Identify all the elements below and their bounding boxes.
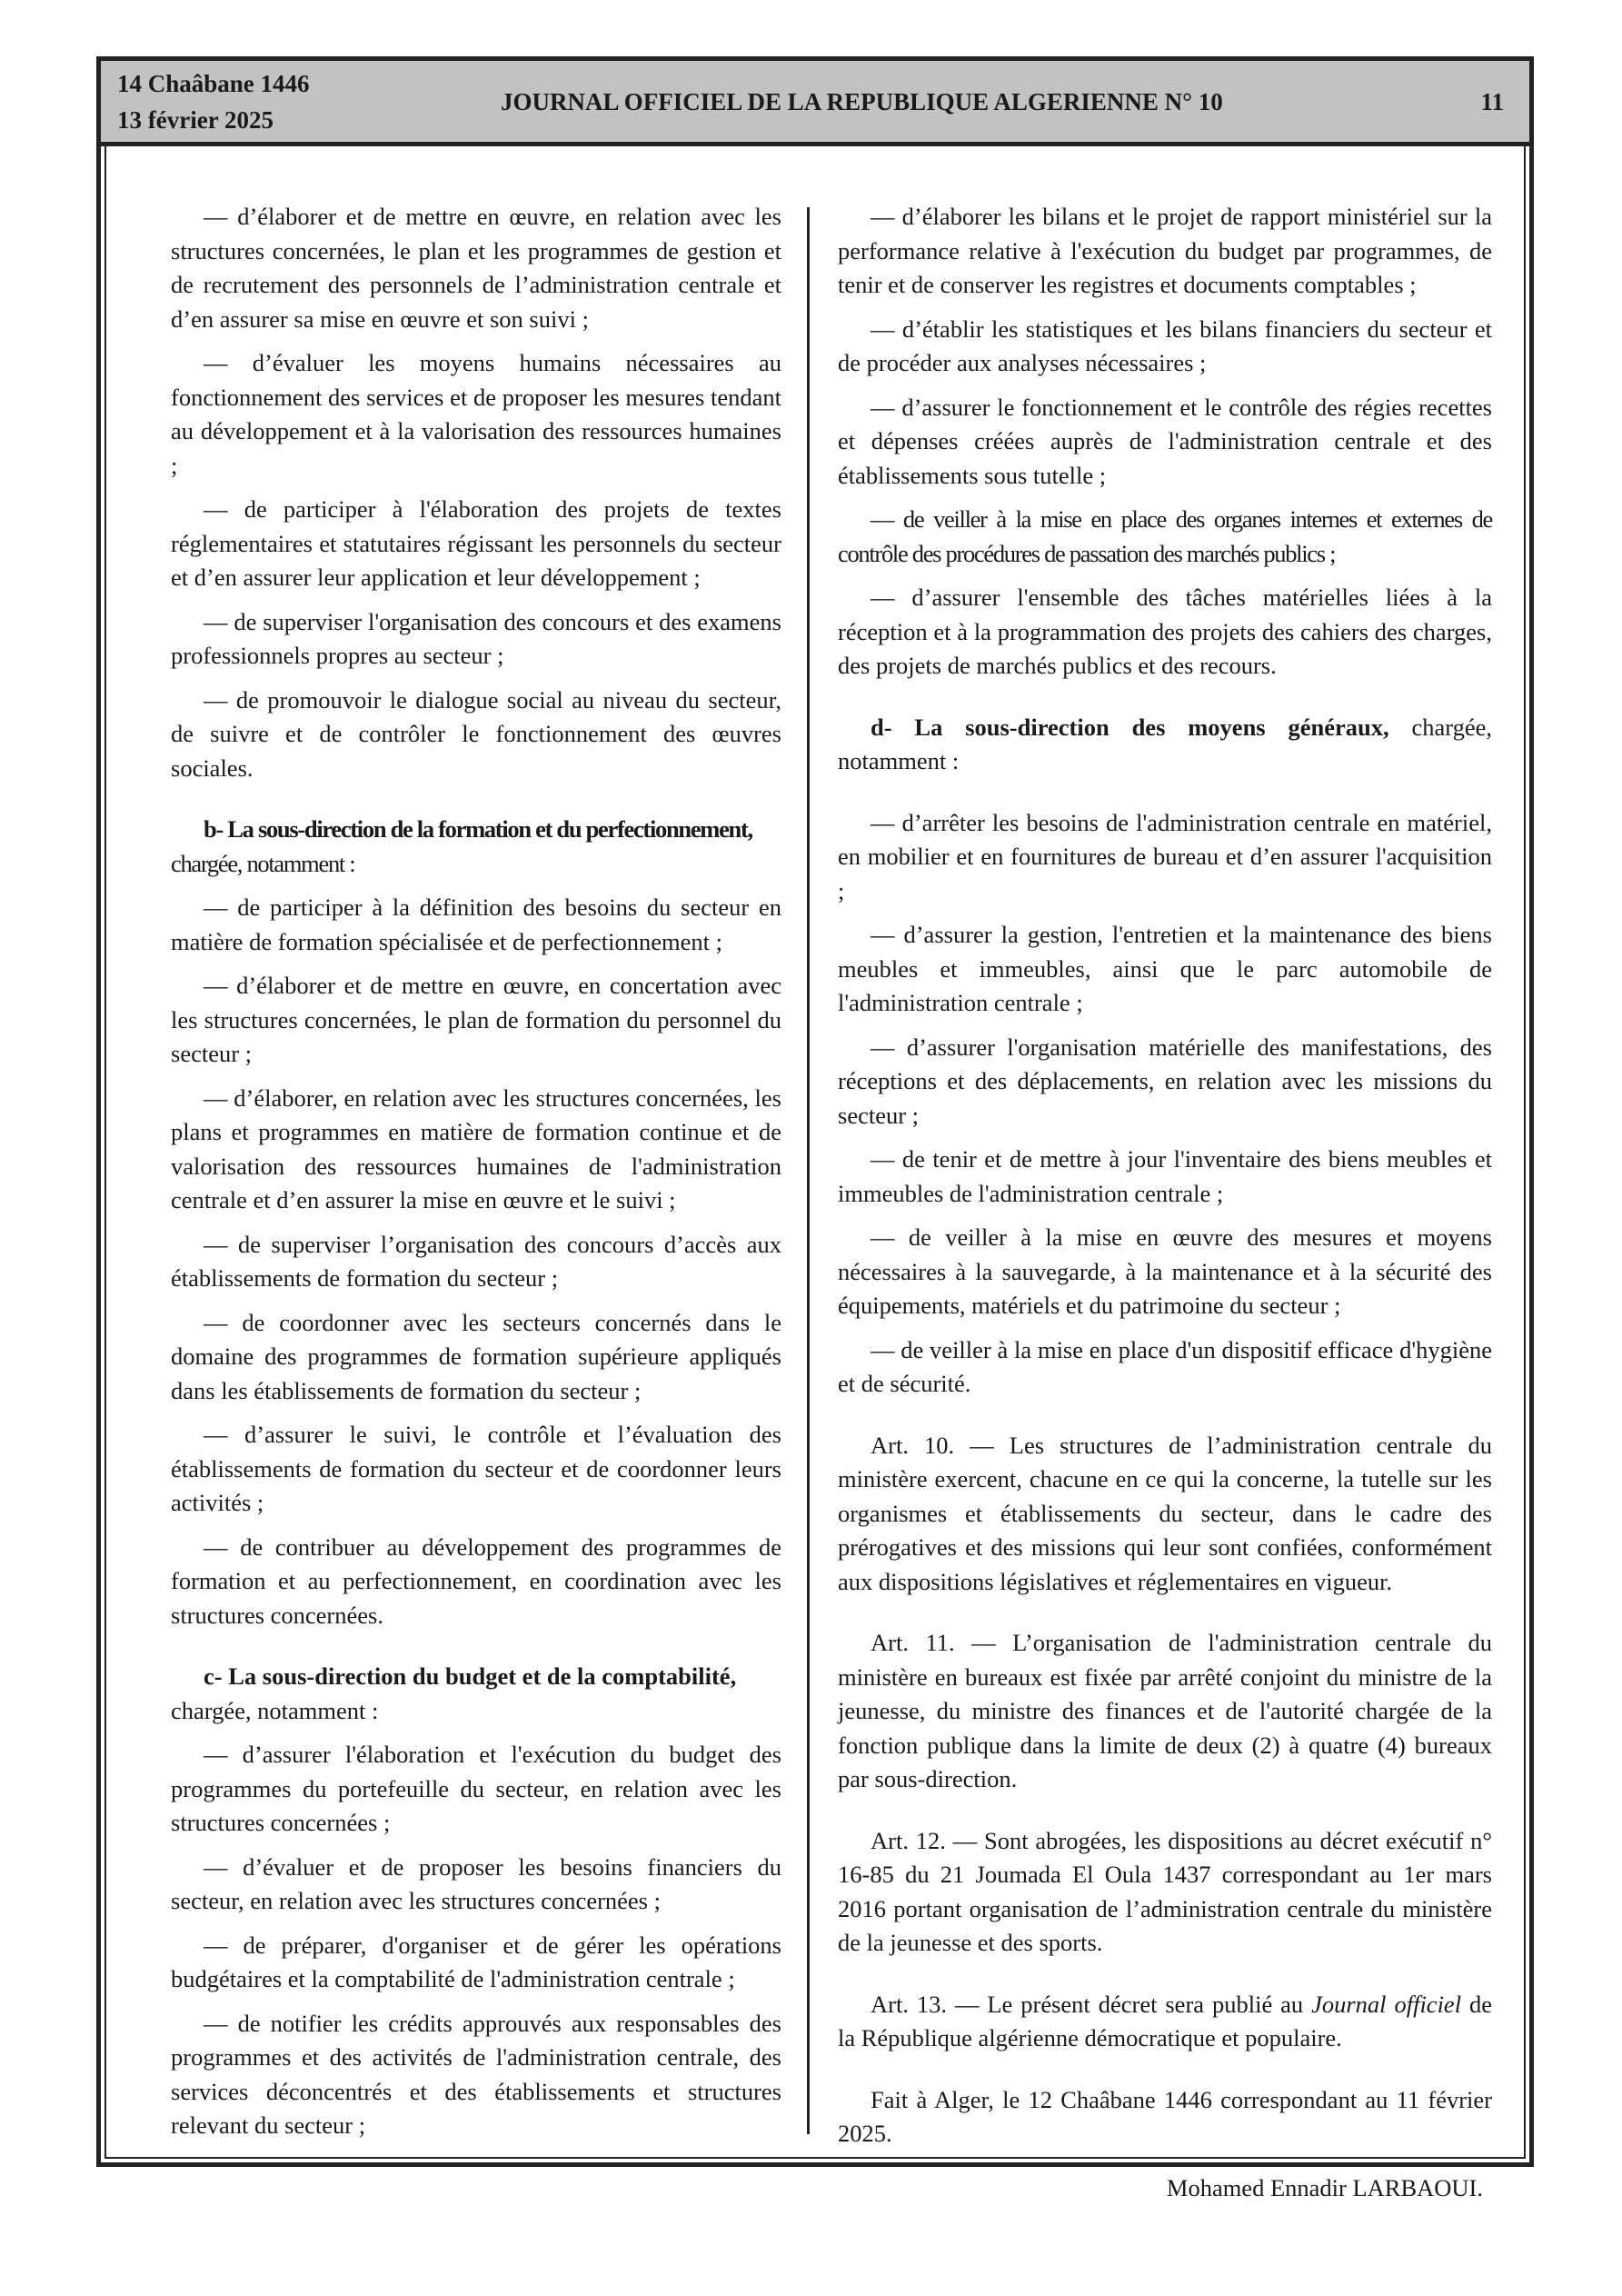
- article-12: Art. 12. — Sont abrogées, les dispositions au décret exécutif n° 16-85 du 21 Joumada El Oula 1437 correspondant au 1er mars 2016 portant organisation de l’administration centrale du ministère de la jeunesse et des sports.: [838, 1826, 1492, 1956]
- left-column: [171, 200, 781, 2153]
- paragraph: — d’élaborer, en relation avec les structures concernées, les plans et programmes en matière de formation continue et de valorisation des ressources humaines de l'administration centrale et d’en assurer la mise en œuvre et le suivi ;: [171, 1083, 781, 1213]
- paragraph: — d’établir les statistiques et les bilans financiers du secteur et de procéder aux analyses nécessaires ;: [838, 314, 1492, 376]
- article-13: [838, 1988, 1492, 2056]
- paragraph: — d’évaluer les moyens humains nécessaires au fonctionnement des services et de proposer les mesures tendant au développement et à la valorisation des ressources humaines ;: [171, 349, 781, 479]
- paragraph: — d’élaborer les bilans et le projet de rapport ministériel sur la performance relative à l'exécution du budget par programmes, de tenir et de conserver les registres et documents comptables ;: [838, 203, 1492, 298]
- paragraph: — d’arrêter les besoins de l'administration centrale en matériel, en mobilier et en fournitures de bureau et d’en assurer l'acquisition ;: [838, 808, 1492, 904]
- journal-title: JOURNAL OFFICIEL DE LA REPUBLIQUE ALGERIENNE N° 10: [501, 88, 1223, 115]
- paragraph: — d’évaluer et de proposer les besoins financiers du secteur, en relation avec les structures concernées ;: [171, 1852, 781, 1914]
- article-10: Art. 10. — Les structures de l’administration centrale du ministère exercent, chacune en ce qui la concerne, la tutelle sur les organismes et établissements du secteur, dans le cadre des prérogatives et des missions qui leur sont confiées, conformément aux dispositions législatives et réglementaires en vigueur.: [838, 1431, 1492, 1595]
- paragraph: — de veiller à la mise en place d'un dispositif efficace d'hygiène et de sécurité.: [838, 1335, 1492, 1397]
- paragraph: — d’assurer le suivi, le contrôle et l’évaluation des établissements de formation du secteur et de coordonner leurs activités ;: [171, 1421, 781, 1516]
- page-header: [101, 61, 1529, 146]
- heading-title: d- La sous-direction des moyens généraux,: [871, 713, 1389, 741]
- paragraph: — de participer à l'élaboration des projets de textes réglementaires et statutaires régissant les personnels du secteur et d’en assurer leur application et leur développement ;: [171, 495, 781, 591]
- paragraph: — de superviser l’organisation des concours d’accès aux établissements de formation du secteur ;: [171, 1230, 781, 1292]
- right-column: [838, 200, 1492, 2215]
- section-heading-b: [171, 813, 781, 881]
- section-heading-c: [171, 1660, 781, 1728]
- paragraph: — de veiller à la mise en œuvre des mesures et moyens nécessaires à la sauvegarde, à la maintenance et à la sécurité des équipements, matériels et du patrimoine du secteur ;: [838, 1223, 1492, 1319]
- journal-officiel-italic: Journal officiel: [1311, 1990, 1462, 2018]
- paragraph: — d’assurer la gestion, l'entretien et la maintenance des biens meubles et immeubles, ainsi que le parc automobile de l'administration centrale ;: [838, 921, 1492, 1016]
- paragraph: — de participer à la définition des besoins du secteur en matière de formation spécialisée et de perfectionnement ;: [171, 893, 781, 955]
- column-divider: [807, 207, 810, 2134]
- date-gregorian: 13 février 2025: [117, 106, 274, 134]
- paragraph: — d’assurer l'ensemble des tâches matérielles liées à la réception et à la programmation des projets des cahiers des charges, des projets de marchés publics et des recours.: [838, 584, 1492, 679]
- paragraph: — de contribuer au développement des programmes de formation et au perfectionnement, en coordination avec les structures concernées.: [171, 1532, 781, 1629]
- page-number: 11: [1480, 88, 1504, 115]
- paragraph: — de superviser l'organisation des concours et des examens professionnels propres au secteur ;: [171, 607, 781, 669]
- heading-rest: chargée, notamment :: [171, 849, 355, 877]
- section-heading-d: [838, 711, 1492, 779]
- paragraph: — de tenir et de mettre à jour l'inventaire des biens meubles et immeubles de l'administration centrale ;: [838, 1145, 1492, 1207]
- paragraph: — d’assurer l'organisation matérielle des manifestations, des réceptions et des déplacements, en relation avec les missions du secteur ;: [838, 1033, 1492, 1129]
- article-13-text-end: de la République algérienne démocratique et populaire.: [838, 1990, 1493, 2051]
- article-11: Art. 11. — L’organisation de l'administration centrale du ministère en bureaux est fixée par arrêté conjoint du ministre de la jeunesse, du ministre des finances et de l'autorité chargée de la fonction publique dans la limite de deux (2) à quatre (4) bureaux par sous-direction.: [838, 1629, 1492, 1792]
- paragraph: — d’assurer le fonctionnement et le contrôle des régies recettes et dépenses créées auprès de l'administration centrale et des établissements sous tutelle ;: [838, 393, 1492, 489]
- date-hijri: 14 Chaâbane 1446: [117, 70, 310, 97]
- paragraph: — de promouvoir le dialogue social au niveau du secteur, de suivre et de contrôler le fonctionnement des œuvres sociales.: [171, 685, 781, 782]
- paragraph: — d’élaborer et de mettre en œuvre, en relation avec les structures concernées, le plan et les programmes de gestion et de recrutement des personnels de l’administration centrale et d’en assurer sa mise en œuvre et son suivi ;: [171, 203, 781, 333]
- done-at: Fait à Alger, le 12 Chaâbane 1446 correspondant au 11 février 2025.: [838, 2085, 1492, 2147]
- heading-rest: chargée, notamment :: [838, 713, 1492, 774]
- heading-title: b- La sous-direction de la formation et du perfectionnement,: [204, 815, 752, 843]
- heading-rest: chargée, notamment :: [171, 1696, 379, 1724]
- paragraph: — de coordonner avec les secteurs concernés dans le domaine des programmes de formation supérieure appliqués dans les établissements de formation du secteur ;: [171, 1308, 781, 1404]
- paragraph: — de notifier les crédits approuvés aux responsables des programmes et des activités de l'administration centrale, des services déconcentrés et des établissements et structures relevant du secteur ;: [171, 2009, 781, 2139]
- paragraph: — d’élaborer et de mettre en œuvre, en concertation avec les structures concernées, le plan de formation du personnel du secteur ;: [171, 972, 781, 1067]
- article-13-text: Art. 13. — Le présent décret sera publié au: [871, 1990, 1312, 2018]
- paragraph: — d’assurer l'élaboration et l'exécution du budget des programmes du portefeuille du secteur, en relation avec les structures concernées ;: [171, 1741, 781, 1836]
- signature: Mohamed Ennadir LARBAOUI.: [1166, 2173, 1483, 2201]
- paragraph: — de préparer, d'organiser et de gérer les opérations budgétaires et la comptabilité de l'administration centrale ;: [171, 1931, 781, 1992]
- heading-title: c- La sous-direction du budget et de la comptabilité,: [204, 1662, 737, 1690]
- paragraph: — de veiller à la mise en place des organes internes et externes de contrôle des procédures de passation des marchés publics ;: [838, 505, 1492, 567]
